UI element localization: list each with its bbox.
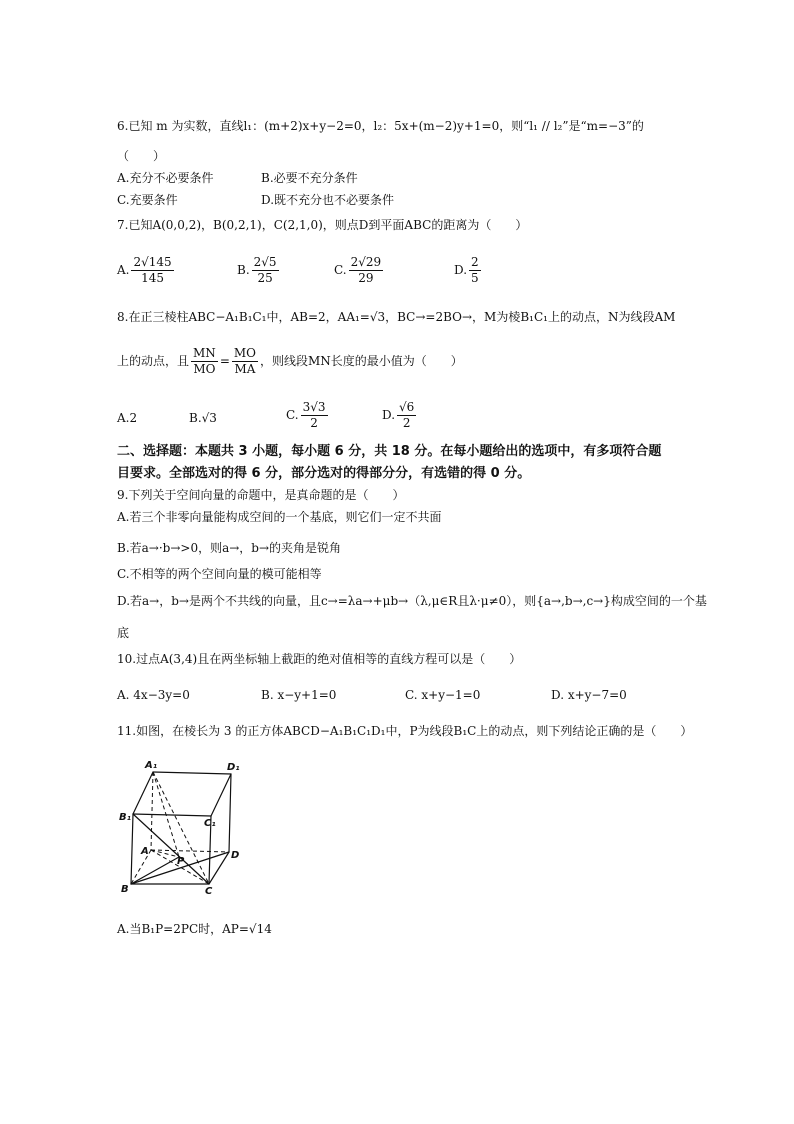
q7-option-a-fraction [131,255,173,286]
label-c: C [205,886,213,894]
q6-option-a: A.充分不必要条件 [117,171,214,185]
q8-option-c-den: 2 [310,416,318,430]
q7-option-d-num: 2 [471,255,479,269]
q6-option-c: C.充要条件 [117,193,178,207]
q8-stem-line1: 8.在正三棱柱ABC−A₁B₁C₁中，AB=2，AA₁=√3，BC→=2BO→，M为棱B₁C₁上的动点，N为线段AM [117,310,676,324]
q9-option-d-line2: 底 [117,626,130,640]
q7-option-a [117,255,176,286]
q11-stem: 11.如图，在棱长为 3 的正方体ABCD−A₁B₁C₁D₁中，P为线段B₁C上的动点，则下列结论正确的是（ ） [117,724,693,738]
q8-frac1-den: MO [193,362,216,376]
q7-option-d-den: 5 [471,271,479,285]
q7-option-a-label: A. [117,263,130,277]
q9-stem: 9.下列关于空间向量的命题中，是真命题的是（ ） [117,488,405,502]
q6-paren: （ ） [117,149,166,163]
q7-option-c-label: C. [334,263,347,277]
q10-stem: 10.过点A(3,4)且在两坐标轴上截距的绝对值相等的直线方程可以是（ ） [117,652,522,666]
q8-option-b: B.√3 [189,411,217,425]
q10-option-c: C. x+y−1=0 [405,688,481,702]
q7-option-c-num: 2√29 [350,255,382,269]
q7-option-d-fraction [469,255,481,286]
q8-option-d-den: 2 [402,416,411,430]
q9-option-c: C.不相等的两个空间向量的模可能相等 [117,567,322,581]
edge-b1-c1 [133,814,211,816]
q8-option-d-fraction [397,400,416,431]
q8-stem-line2 [117,346,463,377]
q8-option-d [382,400,418,431]
q7-option-b-den: 25 [257,271,273,285]
q9-option-a: A.若三个非零向量能构成空间的一个基底，则它们一定不共面 [117,510,442,524]
q7-option-c [334,255,385,286]
label-a1: A₁ [145,760,158,771]
q8-option-a: A.2 [117,411,138,425]
q8-frac2-den: MA [234,362,256,376]
q8-option-c-fraction [301,400,328,431]
q6-option-b: B.必要不充分条件 [261,171,358,185]
q6-stem: 6.已知 m 为实数，直线l₁：(m+2)x+y−2=0，l₂：5x+(m−2)y+1=0，则“l₁ // l₂”是“m=−3”的 [117,119,644,133]
q8-option-d-label: D. [382,408,396,422]
q10-option-b: B. x−y+1=0 [261,688,337,702]
label-p: P [177,856,185,867]
q9-option-b: B.若a→·b→>0，则a→，b→的夹角是锐角 [117,541,342,555]
q7-option-d [454,255,483,286]
q8-stem2-suffix: ，则线段MN长度的最小值为（ ） [260,354,463,368]
q7-option-d-label: D. [454,263,468,277]
label-c1: C₁ [204,818,216,829]
q7-option-b-fraction [252,255,279,286]
q7-option-b-label: B. [237,263,250,277]
edge-b1-b [131,814,133,884]
q6-option-d: D.既不充分也不必要条件 [261,193,395,207]
q7-option-a-den: 145 [141,271,165,285]
q8-stem2-prefix: 上的动点，且 [117,354,190,368]
q7-option-b-num: 2√5 [253,255,277,269]
hidden-a-d [151,850,229,852]
q8-fraction-mo-ma [232,346,258,377]
q10-option-a: A. 4x−3y=0 [117,688,190,702]
q8-option-c [286,400,330,431]
label-d1: D₁ [227,762,240,773]
q8-option-d-num: √6 [399,400,415,414]
label-a: A [141,846,149,857]
edge-c1-d1 [211,774,231,816]
q7-stem: 7.已知A(0,0,2)，B(0,2,1)，C(2,1,0)，则点D到平面ABC的距离为（ ） [117,218,528,232]
q8-equals: = [219,354,230,368]
q7-option-c-den: 29 [358,271,374,285]
edge-a1-d1 [153,772,231,774]
label-b: B [121,884,129,894]
q11-option-a: A.当B₁P=2PC时，AP=√14 [117,922,272,936]
q8-frac1-num: MN [193,346,216,360]
edge-d1-d [229,774,231,852]
q7-option-b [237,255,281,286]
section2-heading-line2: 目要求。全部选对的得 6 分，部分选对的得部分分，有选错的得 0 分。 [117,466,531,481]
q9-option-d-line1: D.若a→，b→是两个不共线的向量，且c→=λa→+μb→（λ,μ∈R且λ·μ≠0），则{a→,b→,c→}构成空间的一个基 [117,594,707,608]
edge-a1-b1 [133,772,153,814]
q8-option-c-num: 3√3 [302,400,326,414]
q7-option-a-num: 2√145 [133,255,172,269]
q7-option-c-fraction [349,255,384,286]
edge-c-d [209,852,229,884]
q8-frac2-num: MO [233,346,256,360]
cube-figure [117,758,249,894]
label-d: D [231,850,240,861]
q8-fraction-mn-mo [191,346,218,377]
label-b1: B₁ [119,812,132,823]
section2-heading-line1: 二、选择题：本题共 3 小题，每小题 6 分，共 18 分。在每小题给出的选项中，有多项符合题 [117,444,662,459]
hidden-a1-a [151,772,153,850]
q10-option-d: D. x+y−7=0 [551,688,627,702]
q8-option-c-label: C. [286,408,299,422]
